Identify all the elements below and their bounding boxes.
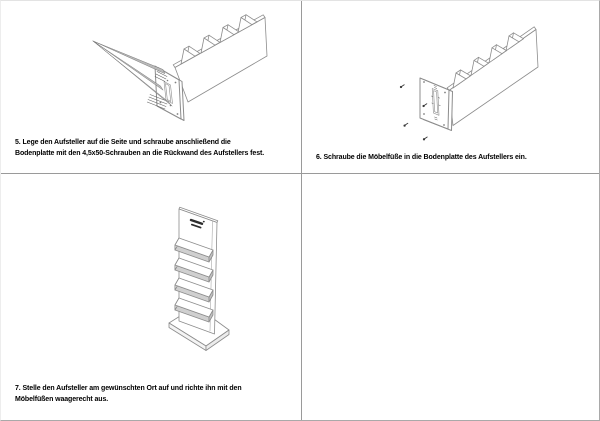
shelf-unit-on-side-with-feet (302, 1, 600, 173)
step-7-caption-line-1: 7. Stelle den Aufsteller am gewünschten Ort auf und richte ihn mit den (15, 385, 242, 392)
base-plate (420, 78, 453, 131)
step-5-caption-line-1: 5. Lege den Aufsteller auf die Seite und schraube anschließend die (15, 139, 231, 146)
step-6-caption-line-1: 6. Schraube die Möbelfüße in die Bodenplatte des Aufstellers ein. (316, 154, 527, 161)
step-5-caption (15, 137, 264, 159)
step-6-caption (316, 152, 527, 163)
empty-quadrant (302, 174, 600, 421)
step-5-caption-line-2: Bodenplatte mit den 4,5x50-Schrauben an die Rückwand des Aufstellers fest. (15, 150, 265, 157)
step-7-caption (15, 383, 242, 405)
step-7-caption-line-2: Möbelfüßen waagerecht aus. (15, 396, 109, 403)
step-6-illustration (302, 1, 600, 173)
